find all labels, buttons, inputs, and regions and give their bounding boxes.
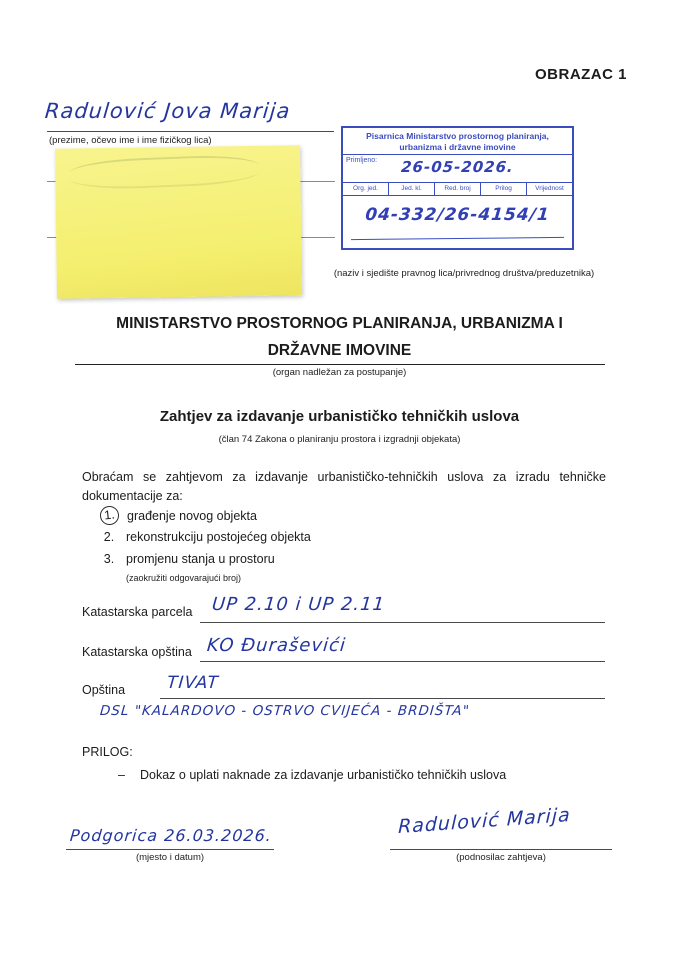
attachment-text: Dokaz o uplati naknade za izdavanje urbanističko tehničkih uslova [140, 768, 507, 782]
option-label: promjenu stanja u prostoru [126, 551, 275, 566]
signature-underline [390, 849, 612, 850]
ministry-underline [75, 364, 605, 365]
stamp-office-line1: Pisarnica Ministarstvo prostornog planiranja, [366, 131, 549, 141]
stamp-received-date-handwritten: 26-05-2026. [400, 158, 515, 176]
receipt-stamp [341, 126, 574, 250]
options-note: (zaokružiti odgovarajući broj) [126, 572, 242, 583]
stamp-column-header: Jed. kl. [389, 183, 435, 195]
field-value-katastarska-parcela: UP 2.10 i UP 2.11 [211, 594, 387, 615]
ministry-title-line2: DRŽAVNE IMOVINE [267, 342, 412, 359]
signature-caption: (podnosilac zahtjeva) [456, 852, 546, 863]
options-list [100, 505, 311, 583]
attachment-item [118, 768, 506, 782]
ministry-caption: (organ nadležan za postupanje) [272, 367, 407, 378]
stamp-case-number-handwritten: 04-332/26-4154/1 [364, 205, 551, 225]
stamp-column-header: Prilog [481, 183, 527, 195]
stamp-column-header: Vrijednost [535, 185, 564, 192]
field-label-katastarska-parcela: Katastarska parcela [82, 605, 193, 619]
stamp-office-line2: urbanizma i državne imovine [399, 142, 516, 152]
ministry-title-line1: MINISTARSTVO PROSTORNOG PLANIRANJA, URBANIZMA I [116, 315, 563, 332]
stamp-office-title [343, 128, 572, 155]
handwritten-location-note: DSL "KALARDOVO - OSTRVO CVIJEĆA - BRDIŠTA" [99, 703, 471, 719]
signature-handwritten: Radulović Marija [397, 803, 572, 839]
attachments-label: PRILOG: [82, 745, 133, 759]
field-value-katastarska-opstina: KO Đuraševići [206, 635, 347, 656]
option-number: 2. [103, 530, 115, 545]
stamp-received-row [343, 155, 572, 183]
stamp-column-header: Org. jed. [343, 183, 389, 195]
request-title: Zahtjev za izdavanje urbanističko tehničkih uslova [159, 408, 520, 425]
request-intro-paragraph: Obraćam se zahtjevom za izdavanje urbanističko-tehničkih uslova za izradu tehničke dokumentacije za: [82, 470, 606, 503]
field-label-katastarska-opstina: Katastarska opština [82, 645, 192, 659]
option-number: 3. [103, 551, 115, 566]
stamp-case-number-underline [351, 237, 564, 240]
stamp-received-label: Primljeno: [346, 157, 378, 164]
option-item [100, 505, 311, 527]
place-date-handwritten: Podgorica 26.03.2026. [69, 826, 273, 845]
stamp-column-header: Red. broj [435, 183, 481, 195]
option-item [100, 548, 311, 570]
attachment-bullet: – [118, 768, 125, 782]
field-line [200, 661, 605, 662]
sticky-note [55, 145, 302, 298]
option-number-circled: 1. [99, 505, 120, 526]
place-date-caption: (mjesto i datum) [135, 852, 205, 863]
applicant-name-underline [47, 131, 334, 132]
entity-caption: (naziv i sjedište pravnog lica/privrednog društva/preduzetnika) [333, 268, 595, 279]
option-label: građenje novog objekta [127, 508, 257, 523]
request-title-caption: (član 74 Zakona o planiranju prostora i izgradnji objekata) [218, 434, 461, 445]
field-label-opstina: Opština [82, 683, 126, 697]
applicant-name-caption: (prezime, očevo ime i ime fizičkog lica) [49, 135, 212, 146]
field-value-opstina: TIVAT [166, 673, 220, 693]
field-line [200, 622, 605, 623]
stamp-columns-row [343, 183, 572, 196]
applicant-name-handwritten: Radulović Jova Marija [43, 99, 292, 123]
option-label: rekonstrukciju postojećeg objekta [126, 530, 311, 545]
place-date-underline [66, 849, 274, 850]
stamp-case-number-area [343, 196, 572, 246]
sticky-note-scribble [69, 153, 260, 191]
form-label: OBRAZAC 1 [534, 66, 627, 83]
field-line [160, 698, 605, 699]
ministry-title [0, 310, 679, 364]
option-item [100, 527, 311, 549]
